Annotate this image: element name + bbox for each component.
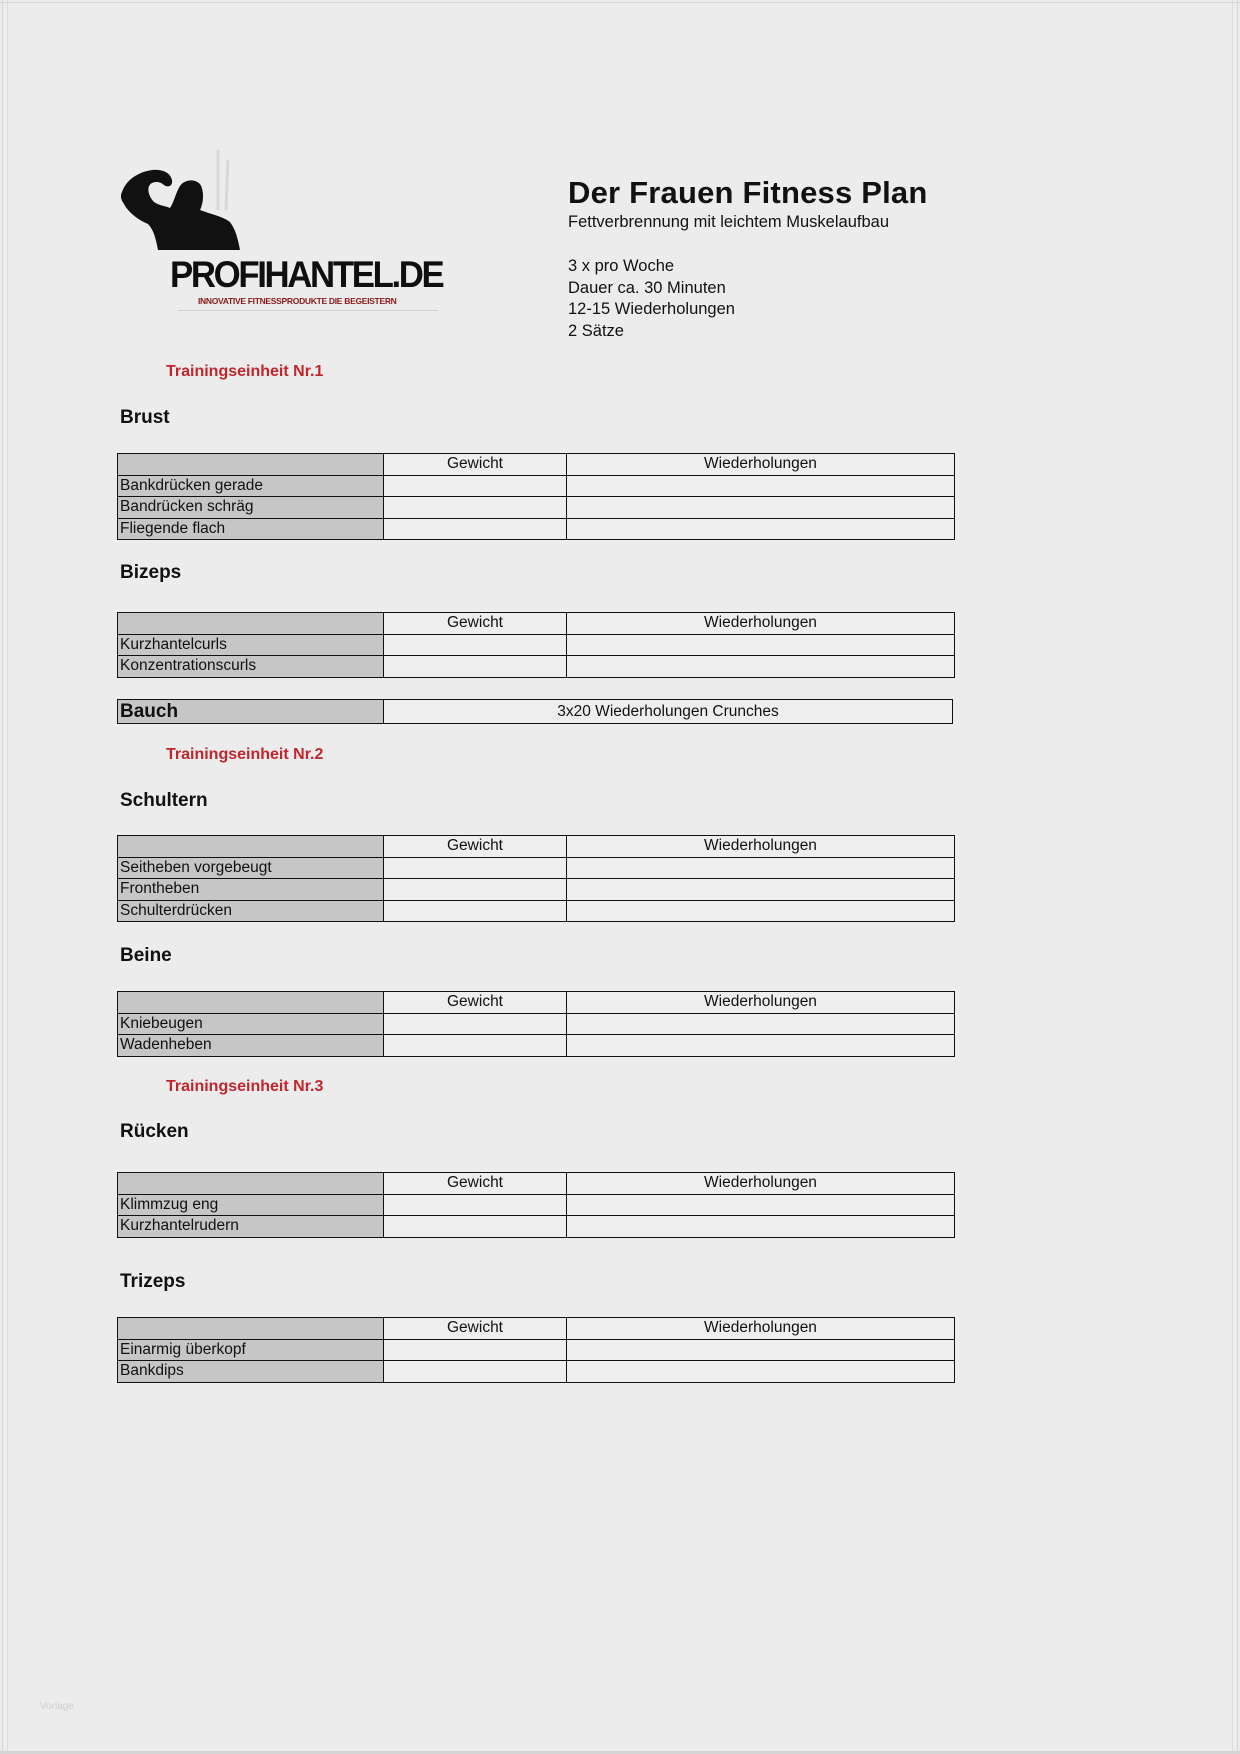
plan-info — [568, 256, 735, 342]
weight-cell[interactable] — [384, 1194, 567, 1216]
watermark: Vorlage — [40, 1701, 74, 1712]
unit-label-2: Trainingseinheit Nr.2 — [166, 746, 324, 763]
exercise-name: Kniebeugen — [118, 1013, 384, 1035]
table-row — [118, 1194, 955, 1216]
weight-cell[interactable] — [384, 879, 567, 901]
page-border-right — [1232, 0, 1238, 1754]
exercise-name: Klimmzug eng — [118, 1194, 384, 1216]
weight-cell[interactable] — [384, 475, 567, 497]
table-row — [118, 634, 955, 656]
bauch-value: 3x20 Wiederholungen Crunches — [384, 700, 953, 724]
reps-cell[interactable] — [567, 879, 955, 901]
header-weight: Gewicht — [384, 1318, 567, 1340]
table-row — [118, 656, 955, 678]
table-header-row — [118, 836, 955, 858]
reps-cell[interactable] — [567, 518, 955, 540]
weight-cell[interactable] — [384, 497, 567, 519]
reps-cell[interactable] — [567, 900, 955, 922]
reps-cell[interactable] — [567, 1013, 955, 1035]
header-weight: Gewicht — [384, 613, 567, 635]
exercise-name: Fliegende flach — [118, 518, 384, 540]
weight-cell[interactable] — [384, 1361, 567, 1383]
info-reps: 12-15 Wiederholungen — [568, 300, 735, 319]
reps-cell[interactable] — [567, 475, 955, 497]
exercise-name: Seitheben vorgebeugt — [118, 857, 384, 879]
table-row — [118, 1035, 955, 1057]
profihantel-logo — [118, 150, 448, 335]
exercise-name: Bandrücken schräg — [118, 497, 384, 519]
exercise-name: Bankdrücken gerade — [118, 475, 384, 497]
reps-cell[interactable] — [567, 497, 955, 519]
header-weight: Gewicht — [384, 454, 567, 476]
table-row — [118, 1013, 955, 1035]
page-border-left — [2, 0, 8, 1754]
bauch-label: Bauch — [118, 700, 384, 724]
page-border-top — [0, 0, 1240, 3]
reps-cell[interactable] — [567, 1216, 955, 1238]
reps-cell[interactable] — [567, 1194, 955, 1216]
weight-cell[interactable] — [384, 518, 567, 540]
exercise-table-ruecken — [117, 1172, 955, 1238]
table-row — [118, 1216, 955, 1238]
info-sets: 2 Sätze — [568, 321, 624, 340]
table-row — [118, 900, 955, 922]
weight-cell[interactable] — [384, 1035, 567, 1057]
info-duration: Dauer ca. 30 Minuten — [568, 278, 726, 297]
logo-brand-text: PROFIHANTEL.DE — [170, 254, 443, 295]
weight-cell[interactable] — [384, 857, 567, 879]
bauch-row — [118, 700, 953, 724]
reps-cell[interactable] — [567, 1361, 955, 1383]
group-heading-ruecken: Rücken — [120, 1121, 189, 1142]
exercise-name: Kurzhantelrudern — [118, 1216, 384, 1238]
weight-cell[interactable] — [384, 1216, 567, 1238]
reps-cell[interactable] — [567, 634, 955, 656]
reps-cell[interactable] — [567, 1035, 955, 1057]
header-reps: Wiederholungen — [567, 1318, 955, 1340]
header-weight: Gewicht — [384, 992, 567, 1014]
reps-cell[interactable] — [567, 1339, 955, 1361]
header-name-cell — [118, 613, 384, 635]
exercise-table-trizeps — [117, 1317, 955, 1383]
table-header-row — [118, 1318, 955, 1340]
exercise-name: Einarmig überkopf — [118, 1339, 384, 1361]
group-heading-schultern: Schultern — [120, 790, 208, 811]
exercise-name: Frontheben — [118, 879, 384, 901]
weight-cell[interactable] — [384, 1339, 567, 1361]
header-reps: Wiederholungen — [567, 1173, 955, 1195]
exercise-name: Bankdips — [118, 1361, 384, 1383]
weight-cell[interactable] — [384, 634, 567, 656]
header-name-cell — [118, 992, 384, 1014]
exercise-name: Konzentrationscurls — [118, 656, 384, 678]
bauch-table — [117, 699, 953, 724]
exercise-table-brust — [117, 453, 955, 540]
header-reps: Wiederholungen — [567, 613, 955, 635]
exercise-name: Schulterdrücken — [118, 900, 384, 922]
reps-cell[interactable] — [567, 857, 955, 879]
group-heading-brust: Brust — [120, 407, 170, 428]
page-subtitle: Fettverbrennung mit leichtem Muskelaufbau — [568, 213, 889, 231]
bodybuilder-silhouette-icon — [118, 150, 298, 260]
unit-label-3: Trainingseinheit Nr.3 — [166, 1078, 324, 1095]
info-frequency: 3 x pro Woche — [568, 257, 675, 275]
header-weight: Gewicht — [384, 836, 567, 858]
table-header-row — [118, 613, 955, 635]
table-row — [118, 518, 955, 540]
header-weight: Gewicht — [384, 1173, 567, 1195]
table-header-row — [118, 992, 955, 1014]
table-row — [118, 1339, 955, 1361]
table-row — [118, 857, 955, 879]
page-title: Der Frauen Fitness Plan — [568, 175, 928, 210]
header-name-cell — [118, 1173, 384, 1195]
table-row — [118, 879, 955, 901]
exercise-name: Wadenheben — [118, 1035, 384, 1057]
header-reps: Wiederholungen — [567, 454, 955, 476]
header-name-cell — [118, 836, 384, 858]
weight-cell[interactable] — [384, 1013, 567, 1035]
exercise-table-beine — [117, 991, 955, 1057]
reps-cell[interactable] — [567, 656, 955, 678]
group-heading-beine: Beine — [120, 945, 172, 966]
unit-label-1: Trainingseinheit Nr.1 — [166, 363, 324, 380]
exercise-table-schultern — [117, 835, 955, 922]
weight-cell[interactable] — [384, 900, 567, 922]
table-row — [118, 497, 955, 519]
table-header-row — [118, 454, 955, 476]
table-header-row — [118, 1173, 955, 1195]
logo-tagline: INNOVATIVE FITNESSPRODUKTE DIE BEGEISTERN — [198, 296, 397, 306]
logo-underline — [178, 310, 438, 311]
exercise-table-bizeps — [117, 612, 955, 678]
group-heading-bizeps: Bizeps — [120, 562, 182, 583]
table-row — [118, 475, 955, 497]
header-name-cell — [118, 454, 384, 476]
table-row — [118, 1361, 955, 1383]
header-name-cell — [118, 1318, 384, 1340]
header-reps: Wiederholungen — [567, 836, 955, 858]
header-reps: Wiederholungen — [567, 992, 955, 1014]
group-heading-trizeps: Trizeps — [120, 1271, 186, 1292]
exercise-name: Kurzhantelcurls — [118, 634, 384, 656]
weight-cell[interactable] — [384, 656, 567, 678]
